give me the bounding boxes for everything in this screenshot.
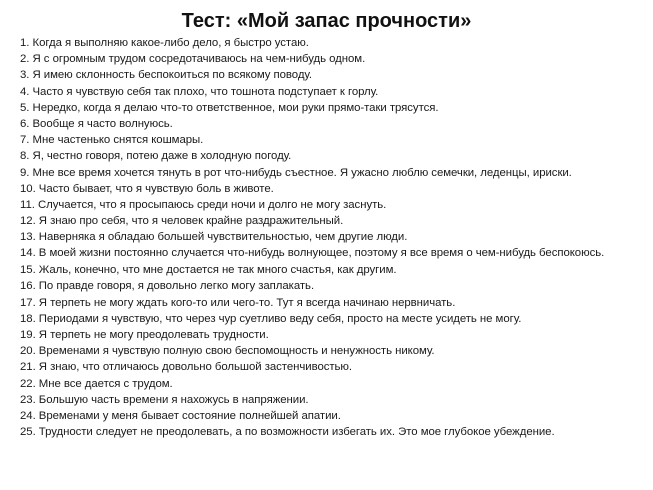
list-item: 23. Большую часть времени я нахожусь в напряжении.	[20, 393, 309, 406]
list-item: 15. Жаль, конечно, что мне достается не так много счастья, как другим.	[20, 264, 397, 277]
list-item: 4. Часто я чувствую себя так плохо, что тошнота подступает к горлу.	[20, 85, 379, 98]
list-item: 8. Я, честно говоря, потею даже в холодную погоду.	[20, 150, 292, 163]
list-item: 21. Я знаю, что отличаюсь довольно большой застенчивостью.	[20, 361, 353, 374]
list-item: 3. Я имею склонность беспокоиться по всякому поводу.	[20, 69, 313, 82]
list-item: 13. Наверняка я обладаю большей чувствительностью, чем другие люди.	[20, 231, 408, 244]
list-item: 18. Периодами я чувствую, что через чур суетливо веду себя, просто на месте усидеть не могу.	[20, 312, 522, 325]
list-item: 22. Мне все дается с трудом.	[20, 377, 173, 390]
question-list	[20, 35, 645, 440]
list-item: 2. Я с огромным трудом сосредотачиваюсь на чем-нибудь одном.	[20, 53, 366, 66]
list-item: 12. Я знаю про себя, что я человек крайне раздражительный.	[20, 215, 344, 228]
list-item: 19. Я терпеть не могу преодолевать трудности.	[20, 329, 269, 342]
list-item: 10. Часто бывает, что я чувствую боль в животе.	[20, 182, 274, 195]
list-item: 24. Временами у меня бывает состояние полнейшей апатии.	[20, 410, 341, 423]
list-item: 7. Мне частенько снятся кошмары.	[20, 134, 204, 147]
list-item: 16. По правде говоря, я довольно легко могу заплакать.	[20, 280, 315, 293]
list-item: 1. Когда я выполняю какое-либо дело, я быстро устаю.	[20, 37, 309, 49]
list-item: 11. Случается, что я просыпаюсь среди ночи и долго не могу заснуть.	[20, 199, 387, 212]
list-item: 14. В моей жизни постоянно случается что-нибудь волнующее, поэтому я все время о чем-нибудь беспокоюсь.	[20, 246, 605, 259]
list-item: 20. Временами я чувствую полную свою беспомощность и ненужность никому.	[20, 345, 435, 358]
page-title: Тест: «Мой запас прочности»	[181, 10, 472, 32]
list-item: 9. Мне все время хочется тянуть в рот что-нибудь съестное. Я ужасно люблю семечки, леденцы, ириски.	[20, 166, 572, 179]
list-item: 6. Вообще я часто волнуюсь.	[20, 118, 173, 131]
list-item: 17. Я терпеть не могу ждать кого-то или чего-то. Тут я всегда начинаю нервничать.	[20, 296, 456, 309]
list-item: 25. Трудности следует не преодолевать, а по возможности избегать их. Это мое глубокое убеждение.	[20, 426, 555, 439]
list-item: 5. Нередко, когда я делаю что-то ответственное, мои руки прямо-таки трясутся.	[20, 101, 439, 114]
